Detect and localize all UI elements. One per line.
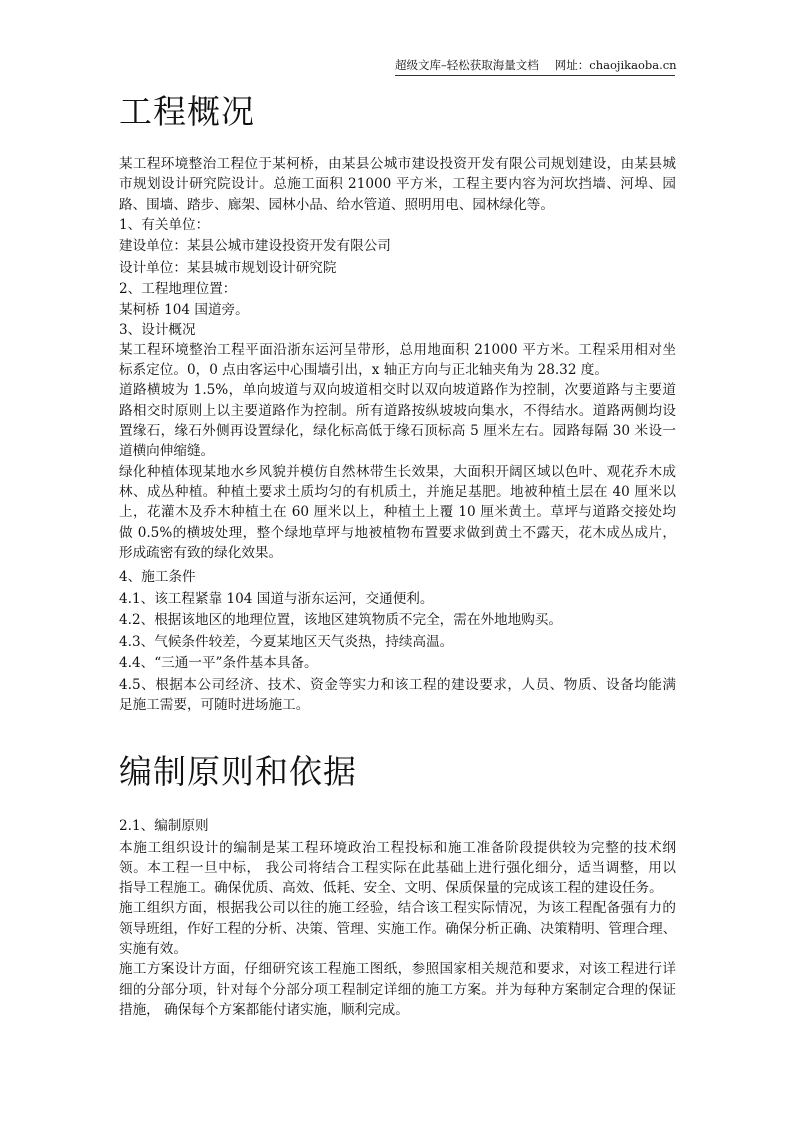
list-item: 4.1、该工程紧靠 104 国道与浙东运河，交通便利。 — [119, 590, 434, 607]
section-title: 工程概况 — [119, 92, 255, 131]
text-line: 施工组织方面，根据我公司以往的施工经验，结合该工程实际情况，为该工程配备强有力的 — [119, 900, 676, 917]
paragraph — [119, 462, 676, 563]
text-line: 路、围墙、踏步、廊架、园林小品、给水管道、照明用电、园林绿化等。 — [119, 196, 554, 213]
subheading: 2、工程地理位置： — [119, 281, 237, 298]
header-site: 超级文库–轻松获取海量文档 — [395, 58, 539, 72]
list-item: 4.3、气候条件较差，今夏某地区天气炎热，持续高温。 — [119, 633, 454, 650]
section-overview — [119, 92, 676, 715]
paragraph — [119, 959, 676, 1020]
text-line: 某工程环境整治工程位于某柯桥，由某县公城市建设投资开发有限公司规划建设，由某县城 — [119, 156, 676, 172]
text-line: 指导工程施工。确保优质、高效、低耗、安全、文明、保质保量的完成该工程的建设任务。 — [119, 880, 663, 897]
text-line: 设计单位：某县城市规划设计研究院 — [119, 259, 337, 276]
text-line: 形成疏密有致的绿化效果。 — [119, 544, 283, 561]
text-line: 林、成丛种植。种植土要求土质均匀的有机质土，并施足基肥。地被种植土层在 40 厘米以 — [119, 483, 676, 500]
text-line: 施工方案设计方面，仔细研究该工程施工图纸，参照国家相关规范和要求，对该工程进行详 — [119, 961, 676, 978]
list-item: 4.4、“三通一平”条件基本具备。 — [119, 655, 318, 672]
section-title: 编制原则和依据 — [119, 752, 357, 791]
paragraph — [119, 898, 676, 959]
text-line: 市规划设计研究院设计。总施工面积 21000 平方米，工程主要内容为河坎挡墙、河埠、园 — [119, 176, 676, 193]
section-principles — [119, 752, 676, 1020]
subheading: 4、施工条件 — [119, 569, 196, 586]
paragraph — [119, 380, 676, 461]
text-line: 足施工需要，可随时进场施工。 — [119, 696, 310, 713]
paragraph — [119, 838, 676, 899]
list-item — [119, 675, 676, 716]
subheading: 3、设计概况 — [119, 321, 196, 338]
paragraph — [119, 340, 676, 381]
subheading: 1、有关单位： — [119, 216, 210, 233]
text-line: 细的分部分项，针对每个分部分项工程制定详细的施工方案。并为每种方案制定合理的保证 — [119, 981, 676, 998]
text-line: 建设单位：某县公城市建设投资开发有限公司 — [119, 238, 391, 255]
text-line: 某柯桥 104 国道旁。 — [119, 301, 249, 318]
list-item: 4.2、根据该地区的地理位置，该地区建筑物质不完全，需在外地地购买。 — [119, 612, 563, 629]
page-header — [395, 57, 675, 76]
text-line: 上，花灌木及乔木种植土在 60 厘米以上，种植土上覆 10 厘米黄土。草坪与道路交接处均 — [119, 504, 676, 521]
text-line: 某工程环境整治工程平面沿浙东运河呈带形，总用地面积 21000 平方米。工程采用相对坐 — [119, 341, 676, 358]
text-line: 道路横坡为 1.5%，单向坡道与双向坡道相交时以双向坡道路作为控制，次要道路与主要道 — [119, 382, 676, 399]
text-line: 置缘石，缘石外侧再设置绿化，绿化标高低于缘石顶标高 5 厘米左右。园路每隔 30 米设一 — [119, 423, 676, 440]
text-line: 道横向伸缩缝。 — [119, 443, 215, 460]
subheading: 2.1、编制原则 — [119, 818, 209, 834]
text-line: 路相交时原则上以主要道路作为控制。所有道路按纵坡坡向集水，不得结水。道路两侧均设 — [119, 402, 676, 419]
text-line: 领。本工程一旦中标， 我公司将结合工程实际在此基础上进行强化细分，适当调整，用以 — [119, 859, 676, 876]
header-url: 网址：chaojikaoba.cn — [554, 58, 677, 72]
text-line: 领导班组，作好工程的分析、决策、管理、实施工作。确保分析正确、决策精明、管理合理、 — [119, 920, 677, 937]
text-line: 本施工组织设计的编制是某工程环境政治工程投标和施工准备阶段提供较为完整的技术纲 — [119, 839, 676, 856]
text-line: 措施， 确保每个方案都能付诸实施，顺利完成。 — [119, 1001, 409, 1018]
text-line: 绿化种植体现某地水乡风貌并模仿自然林带生长效果，大面积开阔区域以色叶、观花乔木成 — [119, 463, 676, 480]
text-line: 4.5、根据本公司经济、技术、资金等实力和该工程的建设要求，人员、物质、设备均能满 — [119, 676, 676, 693]
text-line: 实施有效。 — [119, 940, 187, 957]
paragraph — [119, 154, 676, 215]
text-line: 做 0.5%的横坡处理，整个绿地草坪与地被植物布置要求做到黄土不露天，花木成丛成片， — [119, 524, 676, 541]
text-line: 标系定位。0，0 点由客运中心围墙引出，x 轴正方向与正北轴夹角为 28.32 度。 — [119, 362, 608, 379]
